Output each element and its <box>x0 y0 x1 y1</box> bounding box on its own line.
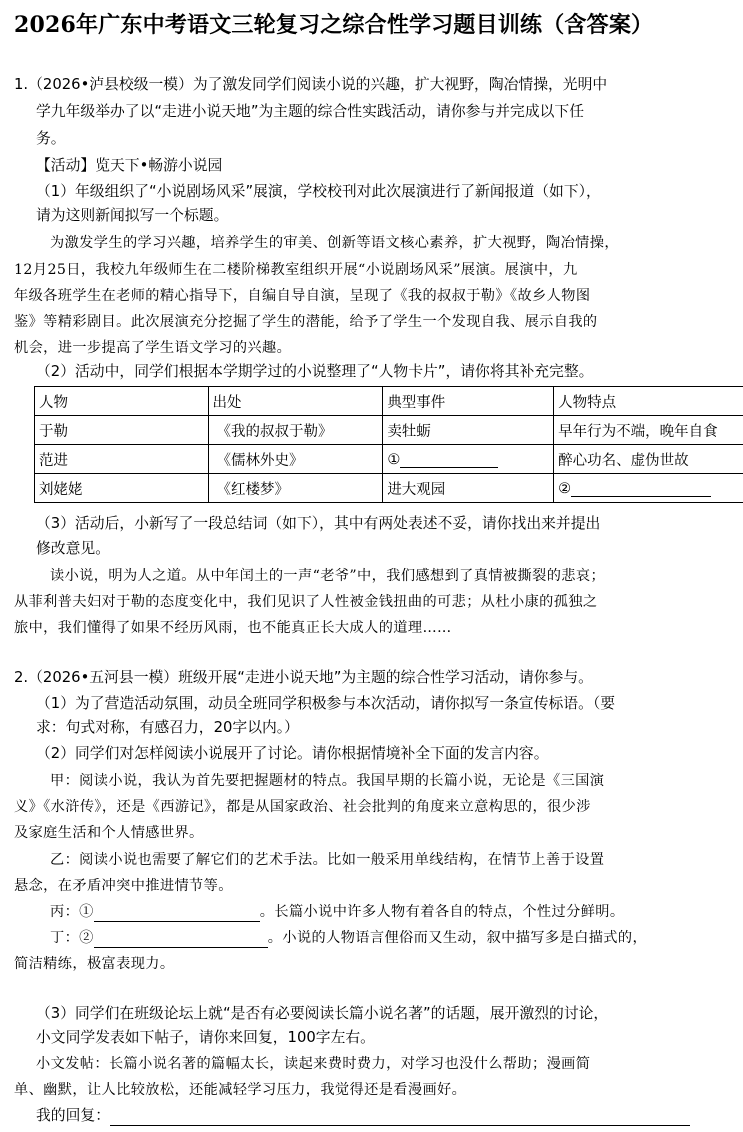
bing-label: 丙：① <box>50 904 94 920</box>
q1-activity-heading: 【活动】览天下•畅游小说园 <box>36 157 223 174</box>
q2-bing-line <box>50 902 624 922</box>
q1-news-line-2: 12月25日，我校九年级师生在二楼阶梯教室组织开展“小说剧场风采”展演。展演中，九 <box>14 262 578 278</box>
reply-answer-blank[interactable] <box>110 1108 690 1126</box>
character-card-table <box>34 386 743 503</box>
page-title: 2026年广东中考语文三轮复习之综合性学习题目训练（含答案） <box>14 12 654 38</box>
q2-jia-line-3: 及家庭生活和个人情感世界。 <box>14 825 204 841</box>
table-cell: 范进 <box>35 445 209 474</box>
answer-blank-2[interactable] <box>571 479 711 497</box>
q1-part1-line-2: 请为这则新闻拟写一个标题。 <box>36 207 229 224</box>
q1-part1-line-1: （1）年级组织了“小说剧场风采”展演，学校校刊对此次展演进行了新闻报道（如下）， <box>36 183 601 200</box>
table-row <box>35 416 743 445</box>
q1-intro-line-2: 学九年级举办了以“走进小说天地”为主题的综合性实践活动，请你参与并完成以下任 <box>36 103 585 120</box>
table-cell: 《红楼梦》 <box>208 474 383 503</box>
table-cell: 《我的叔叔于勒》 <box>208 416 383 445</box>
table-header-cell: 人物 <box>35 387 209 416</box>
q2-post-line-2: 单、幽默，让人比较放松，还能减轻学习压力，我觉得还是看漫画好。 <box>14 1082 467 1098</box>
table-row <box>35 445 743 474</box>
q2-reply-line <box>36 1106 690 1126</box>
q2-part3-line-1: （3）同学们在班级论坛上就“是否有必要阅读长篇小说名著”的话题，展开激烈的讨论， <box>36 1005 609 1022</box>
table-header-cell: 出处 <box>208 387 383 416</box>
q2-part1-line-2: 求：句式对称，有感召力，20字以内。） <box>36 719 299 736</box>
q1-news-line-4: 鉴》等精彩剧目。此次展演充分挖掘了学生的潜能，给予了学生一个发现自我、展示自我的 <box>14 314 598 330</box>
answer-blank-ding[interactable] <box>94 930 268 948</box>
table-cell <box>383 445 554 474</box>
q2-ding-line <box>50 928 647 948</box>
q2-ding-line-2: 简洁精练，极富表现力。 <box>14 956 175 972</box>
q1-summary-line-1: 读小说，明为人之道。从中年闰土的一声“老爷”中，我们感想到了真情被撕裂的悲哀； <box>50 568 606 584</box>
q2-jia-line-1: 甲：阅读小说，我认为首先要把握题材的特点。我国早期的长篇小说，无论是《三国演 <box>50 773 605 789</box>
answer-blank-1[interactable] <box>400 450 498 468</box>
q2-post-line-1: 小文发帖：长篇小说名著的篇幅太长，读起来费时费力，对学习也没什么帮助；漫画简 <box>36 1056 591 1072</box>
table-header-cell: 典型事件 <box>383 387 554 416</box>
q2-yi-line-1: 乙：阅读小说也需要了解它们的艺术手法。比如一般采用单线结构，在情节上善于设置 <box>50 852 605 868</box>
ding-text: 。小说的人物语言俚俗而又生动，叙中描写多是白描式的， <box>267 930 648 946</box>
table-cell: 卖牡蛎 <box>383 416 554 445</box>
bing-text: 。长篇小说中许多人物有着各自的特点，个性过分鲜明。 <box>259 904 625 920</box>
answer-blank-bing[interactable] <box>94 904 260 922</box>
table-cell: 《儒林外史》 <box>208 445 383 474</box>
q2-part3-line-2: 小文同学发表如下帖子，请你来回复，100字左右。 <box>36 1029 375 1046</box>
q1-part3-line-2: 修改意见。 <box>36 540 110 557</box>
table-cell: 早年行为不端，晚年自食 <box>554 416 743 445</box>
q1-intro-line-1: 1.（2026•泸县校级一模）为了激发同学们阅读小说的兴趣，扩大视野，陶冶情操，光明中 <box>14 76 608 93</box>
blank-2-label: ② <box>558 481 572 497</box>
q1-intro-line-3: 务。 <box>36 130 66 147</box>
q1-summary-line-2: 从菲利普夫妇对于勒的态度变化中，我们见识了人性被金钱扭曲的可悲；从杜小康的孤独之 <box>14 594 598 610</box>
reply-label: 我的回复： <box>36 1107 110 1124</box>
table-cell: 进大观园 <box>383 474 554 503</box>
q1-news-line-1: 为激发学生的学习兴趣，培养学生的审美、创新等语文核心素养，扩大视野，陶冶情操， <box>50 235 619 251</box>
ding-label: 丁：② <box>50 930 94 946</box>
q1-part2: （2）活动中，同学们根据本学期学过的小说整理了“人物卡片”，请你将其补充完整。 <box>36 363 594 380</box>
q1-part3-line-1: （3）活动后，小新写了一段总结词（如下），其中有两处表述不妥，请你找出来并提出 <box>36 515 601 532</box>
q2-part2: （2）同学们对怎样阅读小说展开了讨论。请你根据情境补全下面的发言内容。 <box>36 745 549 762</box>
q1-news-line-5: 机会，进一步提高了学生语文学习的兴趣。 <box>14 340 292 356</box>
table-row <box>35 474 743 503</box>
table-cell <box>554 474 743 503</box>
table-header-row <box>35 387 743 416</box>
q2-yi-line-2: 悬念，在矛盾冲突中推进情节等。 <box>14 878 233 894</box>
blank-1-label: ① <box>387 452 401 468</box>
table-cell: 于勒 <box>35 416 209 445</box>
table-cell: 刘姥姥 <box>35 474 209 503</box>
q2-jia-line-2: 义》《水浒传》，还是《西游记》，都是从国家政治、社会批判的角度来立意构思的，很少涉 <box>14 799 591 815</box>
table-header-cell: 人物特点 <box>554 387 743 416</box>
q1-news-line-3: 年级各班学生在老师的精心指导下，自编自导自演，呈现了《我的叔叔于勒》《故乡人物图 <box>14 288 591 304</box>
q1-summary-line-3: 旅中，我们懂得了如果不经历风雨，也不能真正长大成人的道理…… <box>14 620 452 636</box>
q2-part1-line-1: （1）为了营造活动氛围，动员全班同学积极参与本次活动，请你拟写一条宣传标语。（要 <box>36 695 616 712</box>
table-cell: 醉心功名、虚伪世故 <box>554 445 743 474</box>
q2-intro: 2.（2026•五河县一模）班级开展“走进小说天地”为主题的综合性学习活动，请你参与。 <box>14 669 593 686</box>
